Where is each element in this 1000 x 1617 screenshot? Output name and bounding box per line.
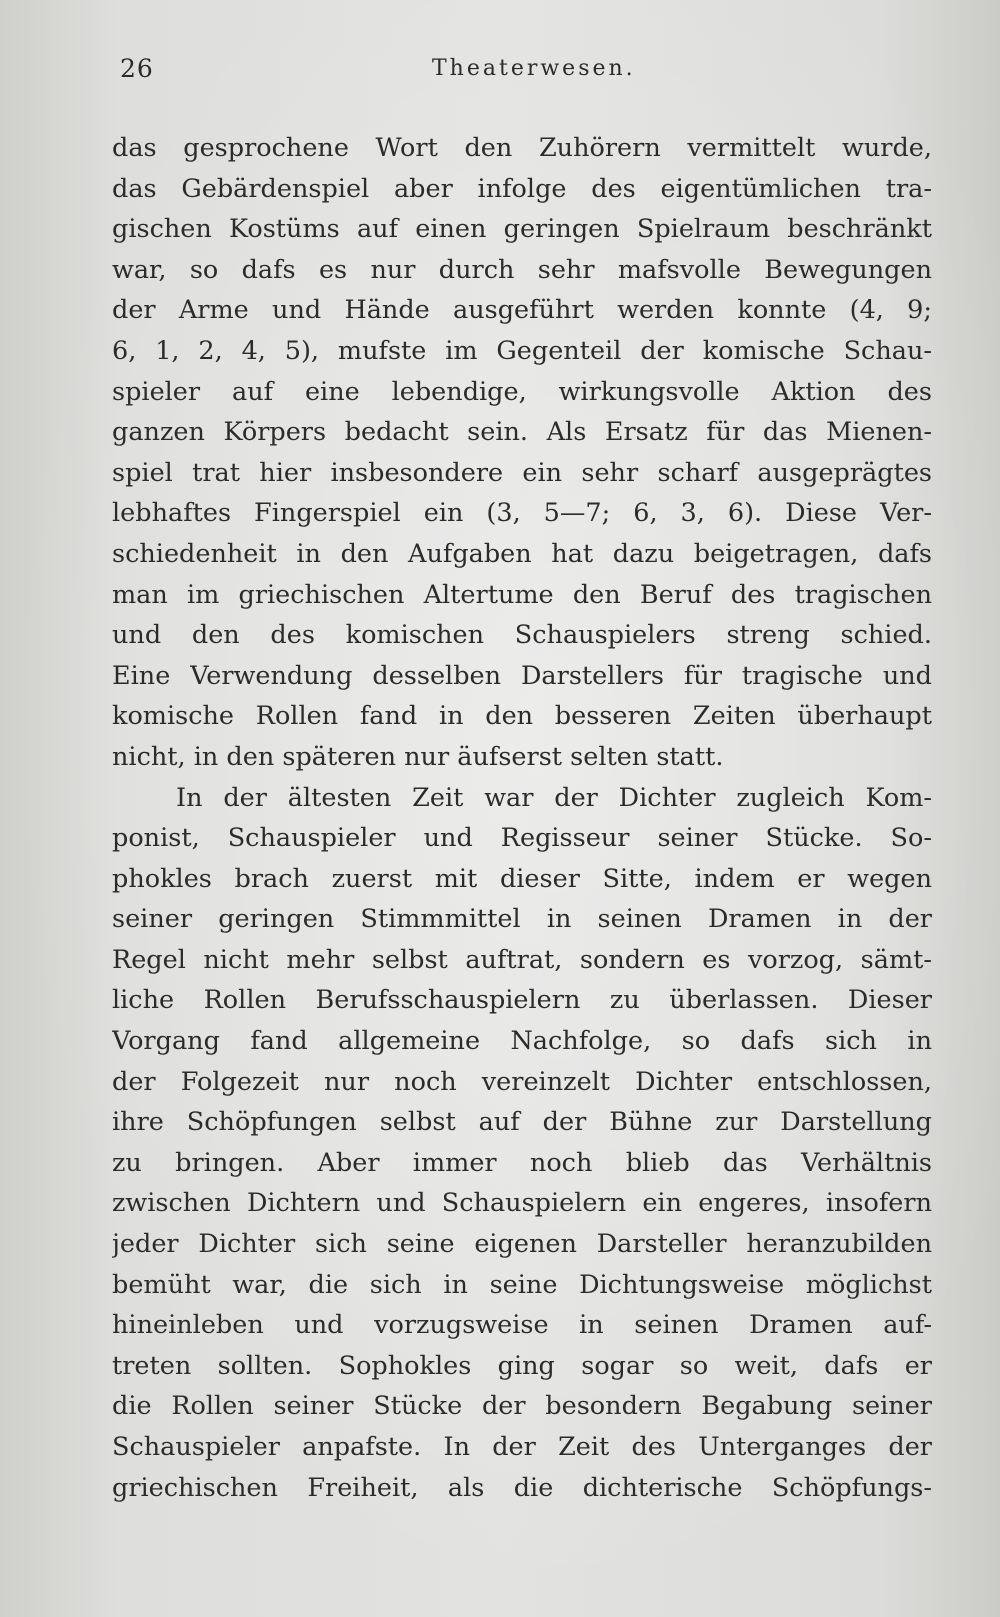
text-line: und den des komischen Schauspielers streng schied. <box>112 620 932 651</box>
page-number: 26 <box>120 54 154 83</box>
text-line: ganzen Körpers bedacht sein. Als Ersatz für das Mienen- <box>112 417 932 448</box>
text-line: liche Rollen Berufsschauspielern zu überlassen. Dieser <box>112 985 932 1016</box>
text-line: griechischen Freiheit, als die dichterische Schöpfungs- <box>112 1472 932 1503</box>
text-line: lebhaftes Fingerspiel ein (3, 5—7; 6, 3, 6). Diese Ver- <box>112 498 932 529</box>
text-line: zwischen Dichtern und Schauspielern ein engeres, insofern <box>112 1188 932 1219</box>
text-line: man im griechischen Altertume den Beruf des tragischen <box>112 579 932 610</box>
text-line: Eine Verwendung desselben Darstellers für tragische und <box>112 660 932 691</box>
page-header <box>120 54 920 94</box>
text-line: schiedenheit in den Aufgaben hat dazu beigetragen, dafs <box>112 538 932 569</box>
text-line: war, so dafs es nur durch sehr mafsvolle Bewegungen <box>112 254 932 285</box>
text-line: Regel nicht mehr selbst auftrat, sondern es vorzog, sämt- <box>112 944 932 975</box>
text-line: spiel trat hier insbesondere ein sehr scharf ausgeprägtes <box>112 457 932 488</box>
text-line: gischen Kostüms auf einen geringen Spielraum beschränkt <box>112 214 932 245</box>
text-line: bemüht war, die sich in seine Dichtungsweise möglichst <box>112 1269 932 1300</box>
text-line: komische Rollen fand in den besseren Zeiten überhaupt <box>112 701 932 732</box>
text-line: ihre Schöpfungen selbst auf der Bühne zur Darstellung <box>112 1107 932 1138</box>
text-line: jeder Dichter sich seine eigenen Darsteller heranzubilden <box>112 1229 932 1260</box>
text-line: ponist, Schauspieler und Regisseur seiner Stücke. So- <box>112 823 932 854</box>
text-line: phokles brach zuerst mit dieser Sitte, indem er wegen <box>112 863 932 894</box>
body-text <box>112 128 932 1508</box>
text-line: hineinleben und vorzugsweise in seinen Dramen auf- <box>112 1310 932 1341</box>
paragraph-last-line: nicht, in den späteren nur äufserst selten statt. <box>112 741 724 772</box>
paragraph-first-line: In der ältesten Zeit war der Dichter zugleich Kom- <box>176 782 932 813</box>
text-line: zu bringen. Aber immer noch blieb das Verhältnis <box>112 1147 932 1178</box>
text-line: das gesprochene Wort den Zuhörern vermittelt wurde, <box>112 133 932 163</box>
text-line: spieler auf eine lebendige, wirkungsvolle Aktion des <box>112 376 932 407</box>
text-line: der Folgezeit nur noch vereinzelt Dichter entschlossen, <box>112 1066 932 1097</box>
running-head: Theaterwesen. <box>432 56 636 81</box>
text-line: Vorgang fand allgemeine Nachfolge, so dafs sich in <box>112 1026 932 1057</box>
text-line: seiner geringen Stimmmittel in seinen Dramen in der <box>112 904 932 935</box>
text-line: das Gebärdenspiel aber infolge des eigentümlichen tra- <box>112 173 932 204</box>
text-line: der Arme und Hände ausgeführt werden konnte (4, 9; <box>112 295 932 326</box>
text-line: 6, 1, 2, 4, 5), mufste im Gegenteil der komische Schau- <box>112 335 932 366</box>
text-line: Schauspieler anpafste. In der Zeit des Unterganges der <box>112 1432 932 1462</box>
text-line: die Rollen seiner Stücke der besondern Begabung seiner <box>112 1391 932 1422</box>
text-line: treten sollten. Sophokles ging sogar so weit, dafs er <box>112 1350 932 1381</box>
